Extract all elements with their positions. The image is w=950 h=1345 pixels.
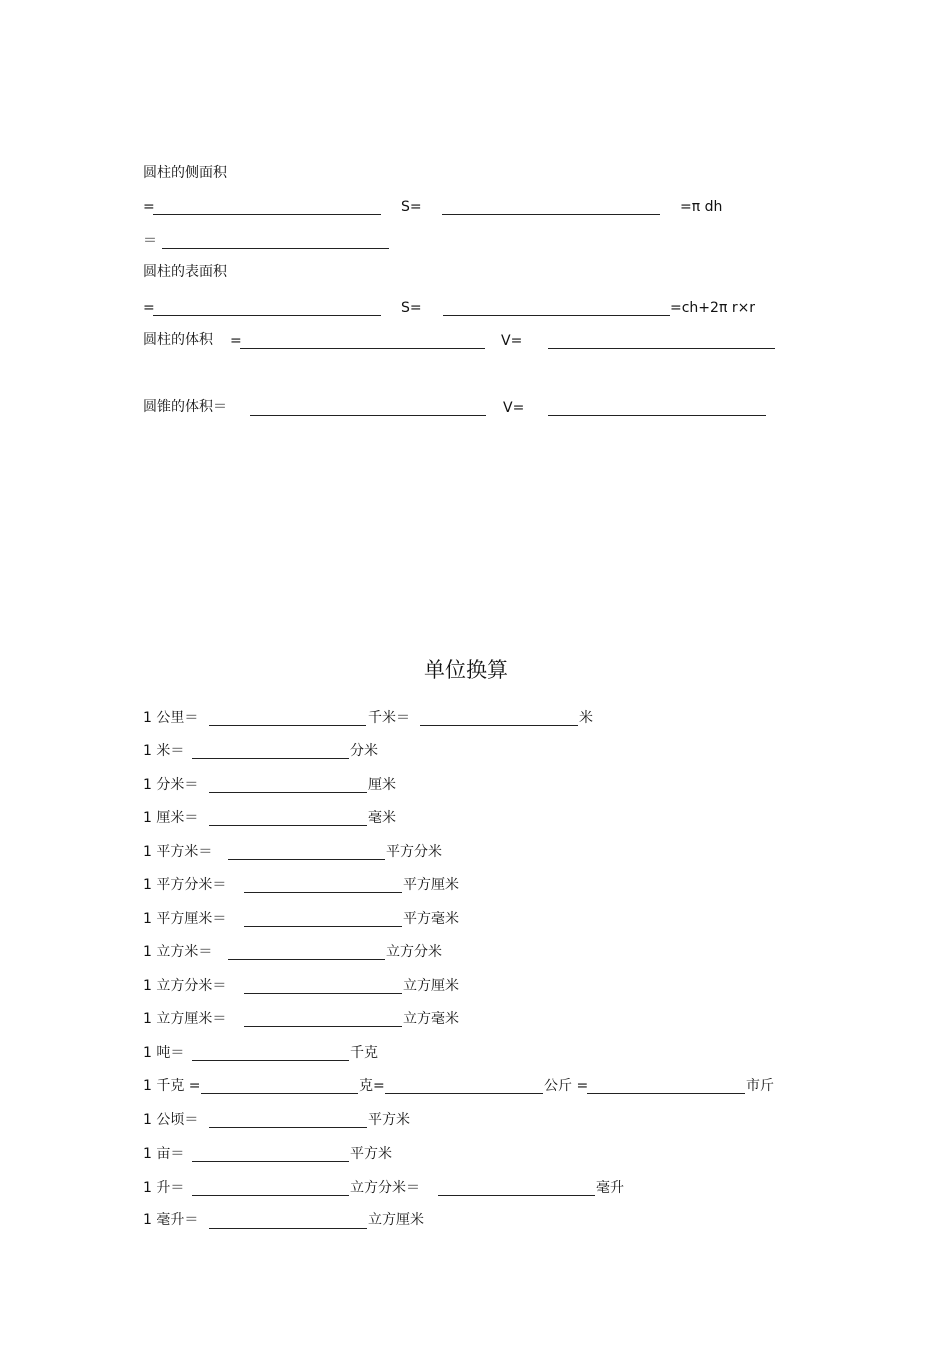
answer-blank[interactable] — [228, 859, 385, 860]
conversion-label: 1 亩＝ — [143, 1146, 185, 1162]
answer-blank[interactable] — [548, 348, 775, 349]
answer-blank[interactable] — [209, 792, 367, 793]
lateral-area-formula: =π dh — [680, 199, 723, 215]
cone-volume-label: 圆锥的体积＝ — [143, 399, 227, 415]
unit-label: 克= — [359, 1078, 385, 1094]
answer-blank[interactable] — [244, 993, 402, 994]
answer-blank[interactable] — [244, 1026, 402, 1027]
surface-area-formula: =ch+2π r×r — [670, 300, 756, 316]
unit-label: 立方厘米 — [403, 978, 459, 994]
conversion-label: 1 厘米＝ — [143, 810, 199, 826]
cylinder-lateral-area-label: 圆柱的侧面积 — [143, 165, 227, 181]
answer-blank[interactable] — [443, 315, 670, 316]
unit-label: 立方毫米 — [403, 1011, 459, 1027]
equals-sign: = — [143, 300, 155, 316]
answer-blank[interactable] — [192, 1161, 349, 1162]
answer-blank[interactable] — [587, 1093, 745, 1094]
conversion-label: 1 平方米＝ — [143, 844, 213, 860]
answer-blank[interactable] — [192, 1195, 349, 1196]
answer-blank[interactable] — [209, 1228, 367, 1229]
conversion-label: 1 平方厘米＝ — [143, 911, 227, 927]
unit-label: 平方米 — [368, 1112, 410, 1128]
unit-label: 立方厘米 — [368, 1212, 424, 1228]
conversion-label: 1 吨＝ — [143, 1045, 185, 1061]
unit-label: 平方毫米 — [403, 911, 459, 927]
answer-blank[interactable] — [192, 758, 349, 759]
unit-label: 平方米 — [350, 1146, 392, 1162]
conversion-label: 1 立方分米＝ — [143, 978, 227, 994]
unit-label: 立方分米 — [386, 944, 442, 960]
answer-blank[interactable] — [240, 348, 485, 349]
answer-blank[interactable] — [209, 1127, 367, 1128]
conversion-label: 1 平方分米＝ — [143, 877, 227, 893]
answer-blank[interactable] — [162, 248, 389, 249]
answer-blank[interactable] — [244, 926, 402, 927]
v-equals-label: V= — [501, 333, 523, 349]
cylinder-volume-label: 圆柱的体积 — [143, 332, 213, 348]
answer-blank[interactable] — [548, 415, 766, 416]
unit-label: 公斤 = — [544, 1078, 589, 1094]
conversion-label: 1 米＝ — [143, 743, 185, 759]
unit-label: 千克 — [350, 1045, 378, 1061]
unit-label: 毫米 — [368, 810, 396, 826]
v-equals-label: V= — [503, 400, 525, 416]
answer-blank[interactable] — [250, 415, 486, 416]
answer-blank[interactable] — [201, 1093, 358, 1094]
unit-label: 米 — [579, 710, 593, 726]
unit-label: 毫升 — [596, 1180, 624, 1196]
unit-label: 分米 — [350, 743, 378, 759]
answer-blank[interactable] — [192, 1060, 349, 1061]
conversion-label: 1 分米＝ — [143, 777, 199, 793]
answer-blank[interactable] — [385, 1093, 543, 1094]
answer-blank[interactable] — [153, 214, 381, 215]
conversion-label: 1 升＝ — [143, 1180, 185, 1196]
answer-blank[interactable] — [153, 315, 381, 316]
s-equals-label: S= — [401, 300, 422, 316]
answer-blank[interactable] — [209, 825, 367, 826]
conversion-label: 1 公顷＝ — [143, 1112, 199, 1128]
answer-blank[interactable] — [438, 1195, 595, 1196]
answer-blank[interactable] — [228, 959, 385, 960]
unit-label: 市斤 — [746, 1078, 774, 1094]
conversion-label: 1 公里＝ — [143, 710, 199, 726]
unit-conversion-title: 单位换算 — [424, 658, 508, 682]
unit-label: 厘米 — [368, 777, 396, 793]
s-equals-label: S= — [401, 199, 422, 215]
conversion-label: 1 立方厘米＝ — [143, 1011, 227, 1027]
cylinder-surface-area-label: 圆柱的表面积 — [143, 264, 227, 280]
equals-sign: = — [143, 199, 155, 215]
equals-sign: = — [230, 333, 242, 349]
conversion-label: 1 毫升＝ — [143, 1212, 199, 1228]
equals-sign: ＝ — [143, 233, 157, 249]
conversion-label: 1 千克 = — [143, 1078, 201, 1094]
unit-label: 立方分米＝ — [350, 1180, 420, 1196]
unit-label: 平方厘米 — [403, 877, 459, 893]
unit-label: 千米＝ — [368, 710, 410, 726]
conversion-label: 1 立方米＝ — [143, 944, 213, 960]
answer-blank[interactable] — [420, 725, 578, 726]
answer-blank[interactable] — [442, 214, 660, 215]
answer-blank[interactable] — [244, 892, 402, 893]
unit-label: 平方分米 — [386, 844, 442, 860]
answer-blank[interactable] — [209, 725, 366, 726]
